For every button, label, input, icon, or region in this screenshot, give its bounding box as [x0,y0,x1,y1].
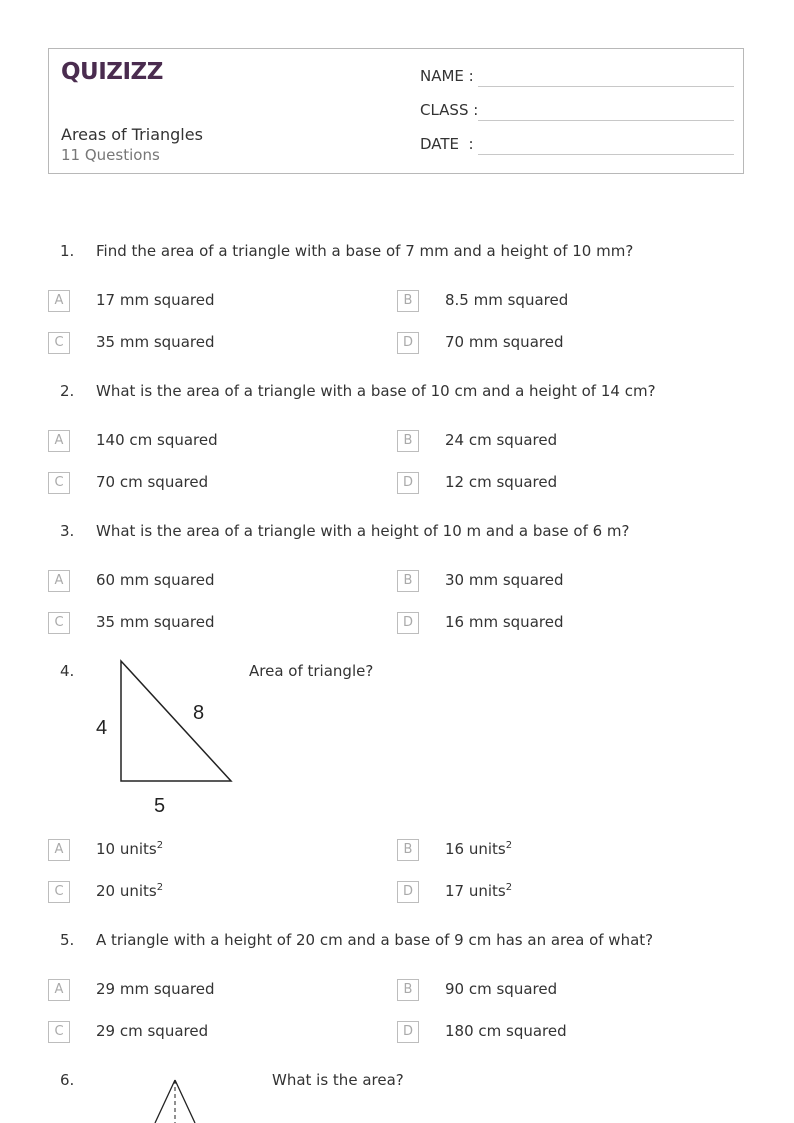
option-d-box[interactable]: D [397,881,419,903]
question-text: What is the area of a triangle with a base of 10 cm and a height of 14 cm? [96,382,656,400]
option-c-box[interactable]: C [48,332,70,354]
date-line[interactable] [478,154,734,155]
triangle-label-bottom: 5 [154,795,166,817]
triangle-label-left: 4 [96,717,108,739]
triangle-left-side [155,1080,175,1123]
option-d-text: 12 cm squared [445,473,558,491]
option-a-box[interactable]: A [48,290,70,312]
question-text: A triangle with a height of 20 cm and a base of 9 cm has an area of what? [96,931,654,949]
name-label: NAME : [420,67,474,85]
option-a-text: 60 mm squared [96,571,215,589]
option-c-box[interactable]: C [48,881,70,903]
option-a-text: 29 mm squared [96,980,215,998]
option-a-text: 10 units$^2$ [96,840,164,858]
option-b-text: 30 mm squared [445,571,564,589]
option-c-text: 70 cm squared [96,473,209,491]
option-b-text: 8.5 mm squared [445,291,569,309]
option-b-text: 24 cm squared [445,431,558,449]
question-number: 2. [60,382,75,400]
triangle-label-hypotenuse: 8 [193,702,205,724]
question-number: 4. [60,662,75,680]
isosceles-triangle-figure [150,1076,200,1123]
class-line[interactable] [478,120,734,121]
option-d-box[interactable]: D [397,332,419,354]
option-c-text: 35 mm squared [96,613,215,631]
option-b-text: 90 cm squared [445,980,558,998]
option-d-text: 17 units$^2$ [445,882,513,900]
option-d-text: 16 mm squared [445,613,564,631]
option-a-text: 17 mm squared [96,291,215,309]
question-number: 3. [60,522,75,540]
option-c-text: 20 units$^2$ [96,882,164,900]
option-c-box[interactable]: C [48,1021,70,1043]
option-b-box[interactable]: B [397,570,419,592]
option-d-box[interactable]: D [397,612,419,634]
question-count: 11 Questions [61,146,160,164]
name-line[interactable] [478,86,734,87]
triangle-right-side [175,1080,195,1123]
right-triangle-figure [90,655,250,820]
option-c-text: 29 cm squared [96,1022,209,1040]
option-a-box[interactable]: A [48,979,70,1001]
option-a-box[interactable]: A [48,839,70,861]
question-text: What is the area? [272,1071,404,1089]
name-field [420,67,474,89]
option-a-box[interactable]: A [48,430,70,452]
class-field [420,101,478,123]
option-b-box[interactable]: B [397,839,419,861]
worksheet-title: Areas of Triangles [61,125,203,144]
option-d-box[interactable]: D [397,1021,419,1043]
question-text: What is the area of a triangle with a height of 10 m and a base of 6 m? [96,522,630,540]
question-number: 6. [60,1071,75,1089]
date-label: DATE : [420,135,474,153]
worksheet-header [48,48,744,174]
option-b-box[interactable]: B [397,290,419,312]
option-d-text: 180 cm squared [445,1022,567,1040]
option-d-box[interactable]: D [397,472,419,494]
option-a-text: 140 cm squared [96,431,218,449]
quizizz-logo: QUIZIZZ [61,59,163,85]
question-number: 1. [60,242,75,260]
option-b-text: 16 units$^2$ [445,840,513,858]
question-text: Find the area of a triangle with a base of 7 mm and a height of 10 mm? [96,242,634,260]
question-number: 5. [60,931,75,949]
option-b-box[interactable]: B [397,979,419,1001]
option-c-text: 35 mm squared [96,333,215,351]
option-d-text: 70 mm squared [445,333,564,351]
question-text: Area of triangle? [249,662,374,680]
triangle-shape [121,661,231,781]
option-a-box[interactable]: A [48,570,70,592]
option-c-box[interactable]: C [48,472,70,494]
date-field [420,135,474,157]
class-label: CLASS : [420,101,479,119]
option-c-box[interactable]: C [48,612,70,634]
option-b-box[interactable]: B [397,430,419,452]
